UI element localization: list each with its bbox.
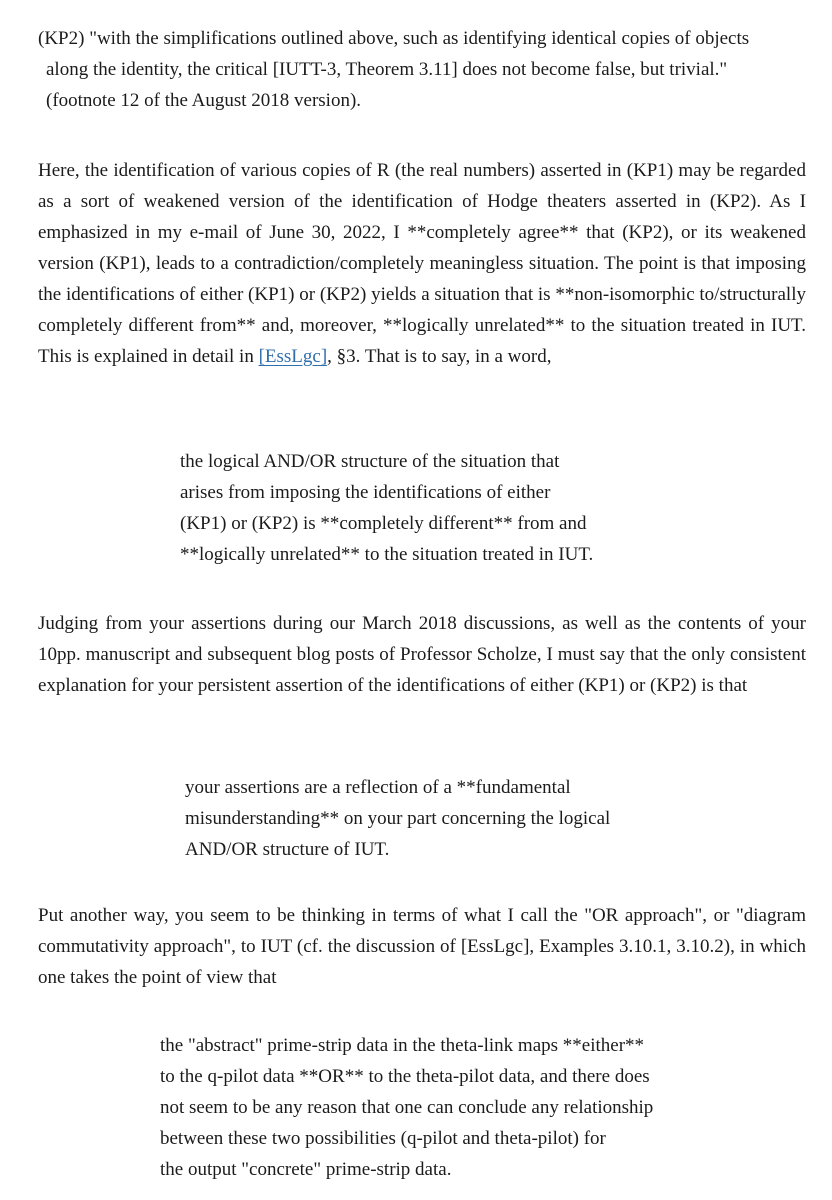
paragraph-text: Put another way, you seem to be thinking in terms of what I call the "OR approach", or "diagram commutativity approach", to IUT (cf. the discussion of [EssLgc], Examples 3.10.1, 3.10.2), in which one takes the point of view that: [38, 905, 806, 988]
quote-line: not seem to be any reason that one can conclude any relationship: [160, 1097, 654, 1118]
quote-line: between these two possibilities (q-pilot and theta-pilot) for: [160, 1128, 606, 1149]
quote-line: misunderstanding** on your part concerning the logical: [185, 808, 611, 829]
paragraph-line: (KP2) "with the simplifications outlined above, such as identifying identical copies of objects: [38, 28, 750, 49]
quote-line: arises from imposing the identifications of either: [180, 482, 551, 503]
paragraph-line: (footnote 12 of the August 2018 version).: [46, 90, 362, 111]
paragraph-text: Judging from your assertions during our March 2018 discussions, as well as the contents of your 10pp. manuscript and subsequent blog posts of Professor Scholze, I must say that the only consistent explanation for your persistent assertion of the identifications of either (KP1) or (KP2) is that: [38, 613, 806, 696]
block-quote-misunderstanding: [185, 772, 610, 865]
quote-line: the logical AND/OR structure of the situation that: [180, 451, 560, 472]
paragraph-line: along the identity, the critical [IUTT-3, Theorem 3.11] does not become false, but trivial.": [46, 59, 728, 80]
quote-line: (KP1) or (KP2) is **completely different** from and: [180, 513, 587, 534]
block-quote-prime-strip: [160, 1030, 653, 1185]
quote-line: AND/OR structure of IUT.: [185, 839, 390, 860]
quote-line: **logically unrelated** to the situation treated in IUT.: [180, 544, 594, 565]
judging-paragraph: [38, 608, 806, 701]
essl-gc-link[interactable]: [EssLgc]: [258, 346, 328, 367]
or-approach-paragraph: [38, 900, 806, 993]
quote-line: your assertions are a reflection of a **fundamental: [185, 777, 571, 798]
identification-paragraph: [38, 155, 806, 372]
quote-line: the output "concrete" prime-strip data.: [160, 1159, 452, 1180]
paragraph-text: Here, the identification of various copies of R (the real numbers) asserted in (KP1) may be regarded as a sort of weakened version of the identification of Hodge theaters asserted in (KP2). As I emphasized in my e-mail of June 30, 2022, I **completely agree** that (KP2), or its weakened version (KP1), leads to a contradiction/completely meaningless situation. The point is that imposing the identifications of either (KP1) or (KP2) yields a situation that is **non-isomorphic to/structurally completely different from** and, moreover, **logically unrelated** to the situation treated in IUT. This is explained in detail in: [38, 160, 806, 367]
paragraph-text-tail: , §3. That is to say, in a word,: [327, 346, 552, 367]
quote-line: the "abstract" prime-strip data in the theta-link maps **either**: [160, 1035, 645, 1056]
quoted-kp2-paragraph: [38, 23, 806, 116]
quote-line: to the q-pilot data **OR** to the theta-pilot data, and there does: [160, 1066, 650, 1087]
block-quote-and-or-structure: [180, 446, 593, 570]
